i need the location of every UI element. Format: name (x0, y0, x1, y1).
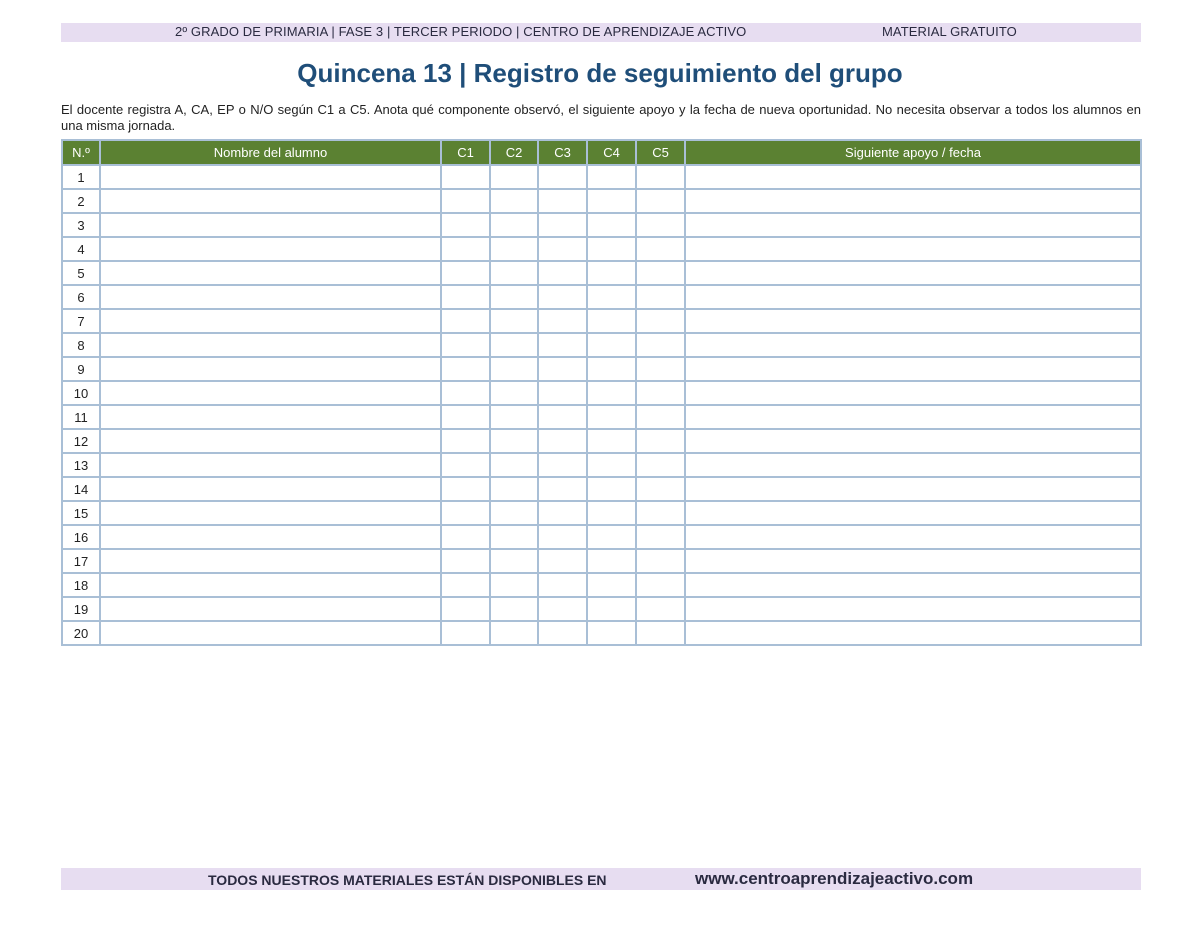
c3-cell[interactable] (538, 357, 587, 381)
c2-cell[interactable] (490, 189, 538, 213)
table-row (62, 429, 1141, 453)
c2-cell[interactable] (490, 381, 538, 405)
student-name-cell[interactable] (100, 453, 441, 477)
c1-cell[interactable] (441, 453, 490, 477)
header-c1: C1 (441, 140, 490, 165)
student-name-cell[interactable] (100, 525, 441, 549)
row-number: 9 (62, 357, 100, 381)
next-support-cell[interactable] (685, 477, 1141, 501)
c3-cell[interactable] (538, 477, 587, 501)
student-name-cell[interactable] (100, 237, 441, 261)
footer-url-link[interactable]: www.centroaprendizajeactivo.com (695, 869, 974, 888)
student-name-cell[interactable] (100, 285, 441, 309)
c5-cell[interactable] (636, 405, 685, 429)
c4-cell[interactable] (587, 213, 636, 237)
row-number: 4 (62, 237, 100, 261)
c2-cell[interactable] (490, 453, 538, 477)
header-c3: C3 (538, 140, 587, 165)
c2-cell[interactable] (490, 237, 538, 261)
c2-cell[interactable] (490, 549, 538, 573)
c4-cell[interactable] (587, 261, 636, 285)
c4-cell[interactable] (587, 165, 636, 189)
c5-cell[interactable] (636, 381, 685, 405)
next-support-cell[interactable] (685, 261, 1141, 285)
student-name-cell[interactable] (100, 405, 441, 429)
table-row (62, 333, 1141, 357)
row-number: 5 (62, 261, 100, 285)
c5-cell[interactable] (636, 429, 685, 453)
next-support-cell[interactable] (685, 285, 1141, 309)
row-number: 7 (62, 309, 100, 333)
c1-cell[interactable] (441, 597, 490, 621)
student-name-cell[interactable] (100, 621, 441, 645)
c5-cell[interactable] (636, 237, 685, 261)
header-free-material: MATERIAL GRATUITO (882, 24, 1017, 39)
next-support-cell[interactable] (685, 525, 1141, 549)
c5-cell[interactable] (636, 525, 685, 549)
row-number: 10 (62, 381, 100, 405)
next-support-cell[interactable] (685, 453, 1141, 477)
c1-cell[interactable] (441, 357, 490, 381)
c2-cell[interactable] (490, 261, 538, 285)
c3-cell[interactable] (538, 573, 587, 597)
next-support-cell[interactable] (685, 165, 1141, 189)
c2-cell[interactable] (490, 357, 538, 381)
c3-cell[interactable] (538, 549, 587, 573)
c3-cell[interactable] (538, 525, 587, 549)
c5-cell[interactable] (636, 453, 685, 477)
c1-cell[interactable] (441, 501, 490, 525)
next-support-cell[interactable] (685, 189, 1141, 213)
table-row (62, 309, 1141, 333)
c3-cell[interactable] (538, 333, 587, 357)
table-row (62, 525, 1141, 549)
c4-cell[interactable] (587, 237, 636, 261)
c1-cell[interactable] (441, 189, 490, 213)
c5-cell[interactable] (636, 309, 685, 333)
c2-cell[interactable] (490, 621, 538, 645)
c1-cell[interactable] (441, 573, 490, 597)
next-support-cell[interactable] (685, 621, 1141, 645)
c4-cell[interactable] (587, 429, 636, 453)
c2-cell[interactable] (490, 477, 538, 501)
student-name-cell[interactable] (100, 477, 441, 501)
row-number: 19 (62, 597, 100, 621)
c2-cell[interactable] (490, 525, 538, 549)
student-name-cell[interactable] (100, 309, 441, 333)
tracking-table (61, 139, 1142, 646)
c3-cell[interactable] (538, 501, 587, 525)
c2-cell[interactable] (490, 285, 538, 309)
c3-cell[interactable] (538, 405, 587, 429)
row-number: 17 (62, 549, 100, 573)
c1-cell[interactable] (441, 549, 490, 573)
table-row (62, 549, 1141, 573)
c4-cell[interactable] (587, 357, 636, 381)
c5-cell[interactable] (636, 333, 685, 357)
footer-band (61, 868, 1141, 890)
footer-label: TODOS NUESTROS MATERIALES ESTÁN DISPONIBLES EN (208, 872, 607, 888)
student-name-cell[interactable] (100, 357, 441, 381)
c1-cell[interactable] (441, 309, 490, 333)
c4-cell[interactable] (587, 525, 636, 549)
header-info: 2º GRADO DE PRIMARIA | FASE 3 | TERCER PERIODO | CENTRO DE APRENDIZAJE ACTIVO (175, 24, 747, 39)
c5-cell[interactable] (636, 357, 685, 381)
c4-cell[interactable] (587, 405, 636, 429)
student-name-cell[interactable] (100, 261, 441, 285)
student-name-cell[interactable] (100, 597, 441, 621)
table-body (62, 165, 1141, 645)
c1-cell[interactable] (441, 261, 490, 285)
next-support-cell[interactable] (685, 405, 1141, 429)
student-name-cell[interactable] (100, 165, 441, 189)
next-support-cell[interactable] (685, 309, 1141, 333)
table-row (62, 453, 1141, 477)
c3-cell[interactable] (538, 429, 587, 453)
c4-cell[interactable] (587, 381, 636, 405)
c5-cell[interactable] (636, 189, 685, 213)
header-band (61, 23, 1141, 42)
student-name-cell[interactable] (100, 501, 441, 525)
c1-cell[interactable] (441, 333, 490, 357)
c4-cell[interactable] (587, 549, 636, 573)
student-name-cell[interactable] (100, 573, 441, 597)
c5-cell[interactable] (636, 477, 685, 501)
c3-cell[interactable] (538, 213, 587, 237)
row-number: 14 (62, 477, 100, 501)
c2-cell[interactable] (490, 573, 538, 597)
c3-cell[interactable] (538, 597, 587, 621)
student-name-cell[interactable] (100, 189, 441, 213)
c1-cell[interactable] (441, 285, 490, 309)
header-number: N.º (62, 140, 100, 165)
c1-cell[interactable] (441, 381, 490, 405)
c4-cell[interactable] (587, 453, 636, 477)
next-support-cell[interactable] (685, 597, 1141, 621)
table-row (62, 573, 1141, 597)
row-number: 6 (62, 285, 100, 309)
table-row (62, 405, 1141, 429)
c4-cell[interactable] (587, 573, 636, 597)
c3-cell[interactable] (538, 309, 587, 333)
c2-cell[interactable] (490, 405, 538, 429)
c2-cell[interactable] (490, 597, 538, 621)
header-c5: C5 (636, 140, 685, 165)
c2-cell[interactable] (490, 213, 538, 237)
table-row (62, 501, 1141, 525)
c4-cell[interactable] (587, 333, 636, 357)
c4-cell[interactable] (587, 621, 636, 645)
row-number: 16 (62, 525, 100, 549)
row-number: 11 (62, 405, 100, 429)
c4-cell[interactable] (587, 285, 636, 309)
c3-cell[interactable] (538, 237, 587, 261)
c1-cell[interactable] (441, 405, 490, 429)
table-row (62, 477, 1141, 501)
c3-cell[interactable] (538, 285, 587, 309)
c1-cell[interactable] (441, 237, 490, 261)
next-support-cell[interactable] (685, 549, 1141, 573)
next-support-cell[interactable] (685, 237, 1141, 261)
table-row (62, 165, 1141, 189)
table-row (62, 237, 1141, 261)
c5-cell[interactable] (636, 621, 685, 645)
c2-cell[interactable] (490, 165, 538, 189)
c2-cell[interactable] (490, 309, 538, 333)
c3-cell[interactable] (538, 453, 587, 477)
student-name-cell[interactable] (100, 549, 441, 573)
c5-cell[interactable] (636, 213, 685, 237)
instructions-text: El docente registra A, CA, EP o N/O según C1 a C5. Anota qué componente observó, el siguiente apoyo y la fecha de nueva oportunidad. No necesita observar a todos los alumnos en una misma jornada. (61, 102, 1141, 133)
table-row (62, 285, 1141, 309)
next-support-cell[interactable] (685, 573, 1141, 597)
c5-cell[interactable] (636, 573, 685, 597)
c2-cell[interactable] (490, 429, 538, 453)
c5-cell[interactable] (636, 165, 685, 189)
c4-cell[interactable] (587, 477, 636, 501)
next-support-cell[interactable] (685, 429, 1141, 453)
table-row (62, 213, 1141, 237)
header-student-name: Nombre del alumno (100, 140, 441, 165)
c3-cell[interactable] (538, 621, 587, 645)
next-support-cell[interactable] (685, 357, 1141, 381)
table-row (62, 381, 1141, 405)
next-support-cell[interactable] (685, 213, 1141, 237)
c1-cell[interactable] (441, 477, 490, 501)
c5-cell[interactable] (636, 549, 685, 573)
row-number: 3 (62, 213, 100, 237)
c4-cell[interactable] (587, 309, 636, 333)
row-number: 1 (62, 165, 100, 189)
c1-cell[interactable] (441, 213, 490, 237)
student-name-cell[interactable] (100, 381, 441, 405)
table-row (62, 621, 1141, 645)
c5-cell[interactable] (636, 501, 685, 525)
row-number: 13 (62, 453, 100, 477)
page-title: Quincena 13 | Registro de seguimiento del grupo (297, 58, 903, 88)
next-support-cell[interactable] (685, 381, 1141, 405)
c3-cell[interactable] (538, 189, 587, 213)
row-number: 20 (62, 621, 100, 645)
table-header-row (62, 140, 1141, 165)
c1-cell[interactable] (441, 621, 490, 645)
row-number: 18 (62, 573, 100, 597)
header-c4: C4 (587, 140, 636, 165)
c1-cell[interactable] (441, 429, 490, 453)
row-number: 2 (62, 189, 100, 213)
c4-cell[interactable] (587, 189, 636, 213)
next-support-cell[interactable] (685, 333, 1141, 357)
c2-cell[interactable] (490, 501, 538, 525)
c1-cell[interactable] (441, 165, 490, 189)
c3-cell[interactable] (538, 165, 587, 189)
c1-cell[interactable] (441, 525, 490, 549)
c5-cell[interactable] (636, 261, 685, 285)
c3-cell[interactable] (538, 261, 587, 285)
c2-cell[interactable] (490, 333, 538, 357)
c4-cell[interactable] (587, 501, 636, 525)
student-name-cell[interactable] (100, 429, 441, 453)
row-number: 12 (62, 429, 100, 453)
student-name-cell[interactable] (100, 213, 441, 237)
next-support-cell[interactable] (685, 501, 1141, 525)
header-c2: C2 (490, 140, 538, 165)
table-row (62, 261, 1141, 285)
header-next-support: Siguiente apoyo / fecha (685, 140, 1141, 165)
table-row (62, 357, 1141, 381)
row-number: 8 (62, 333, 100, 357)
c4-cell[interactable] (587, 597, 636, 621)
c5-cell[interactable] (636, 285, 685, 309)
student-name-cell[interactable] (100, 333, 441, 357)
table-row (62, 597, 1141, 621)
table-row (62, 189, 1141, 213)
c5-cell[interactable] (636, 597, 685, 621)
c3-cell[interactable] (538, 381, 587, 405)
row-number: 15 (62, 501, 100, 525)
